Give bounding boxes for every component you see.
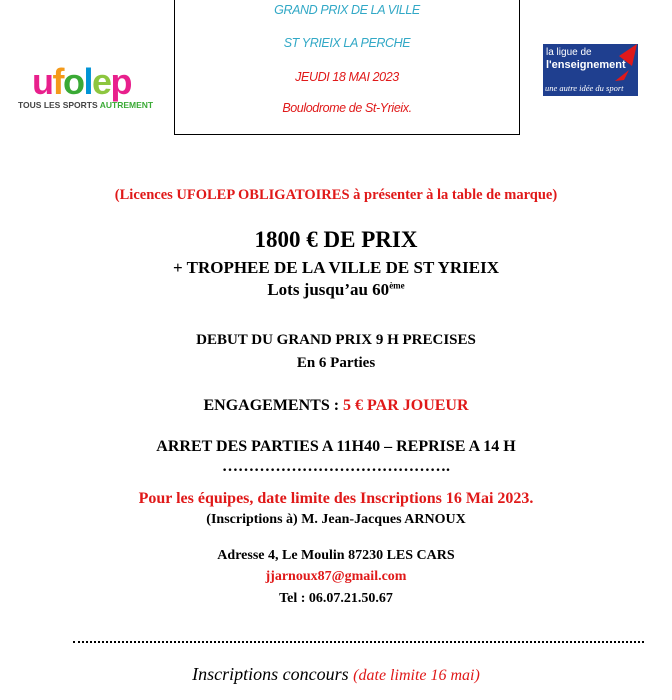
start-time-line: DEBUT DU GRAND PRIX 9 H PRECISES	[196, 332, 476, 348]
parts-line: En 6 Parties	[296, 355, 376, 371]
ligue-logo-line2: l'enseignement	[546, 59, 626, 71]
ufolep-letter: p	[110, 61, 132, 102]
engagement-line	[0, 397, 672, 415]
ufolep-letter: e	[92, 61, 111, 102]
ufolep-letter: o	[63, 61, 84, 102]
red-arrow-icon	[613, 66, 633, 84]
title-line-venue: Boulodrome de St-Yrieix.	[282, 101, 412, 115]
ufolep-letter: u	[32, 61, 53, 102]
ufolep-letter: f	[52, 61, 63, 102]
dotted-separator: …………………………………….	[222, 458, 450, 475]
pause-line: ARRET DES PARTIES A 11H40 – REPRISE A 14 H	[156, 438, 516, 455]
ufolep-tagline-part: AUTREMENT	[99, 100, 154, 110]
address-line: Adresse 4, Le Moulin 87230 LES CARS	[217, 548, 455, 563]
ligue-logo-tagline: une autre idée du sport	[545, 83, 624, 93]
inscriptions-contact-line: (Inscriptions à) M. Jean-Jacques ARNOUX	[206, 512, 466, 527]
title-line-city: ST YRIEIX LA PERCHE	[283, 36, 411, 50]
teams-deadline-line: Pour les équipes, date limite des Inscriptions 16 Mai 2023.	[138, 490, 534, 507]
ligue-enseignement-logo	[543, 44, 638, 96]
ufolep-tagline-part: TOUS LES SPORTS	[18, 100, 100, 110]
trophy-line: + TROPHEE DE LA VILLE DE ST YRIEIX	[172, 258, 500, 277]
concours-line	[0, 664, 672, 685]
prize-heading: 1800 € DE PRIX	[254, 227, 418, 252]
email-link[interactable]: jjarnoux87@gmail.com	[265, 569, 407, 584]
ufolep-wordmark	[32, 61, 132, 102]
concours-deadline: (date limite 16 mai)	[353, 667, 480, 684]
engagement-value: 5 € PAR JOUEUR	[343, 397, 469, 414]
event-title-box	[174, 0, 520, 135]
ufolep-logo	[14, 61, 159, 114]
engagement-label: ENGAGEMENTS :	[203, 397, 344, 414]
title-line-date: JEUDI 18 MAI 2023	[295, 70, 399, 84]
lots-text: Lots jusqu’au 60	[267, 280, 390, 299]
phone-line: Tel : 06.07.21.50.67	[279, 591, 393, 606]
concours-label: Inscriptions concours	[192, 664, 354, 684]
ufolep-letter: l	[83, 61, 93, 102]
dotted-divider	[73, 641, 644, 643]
licences-notice: (Licences UFOLEP OBLIGATOIRES à présenter à la table de marque)	[114, 187, 558, 203]
lots-line	[0, 280, 672, 300]
ligue-logo-line1: la ligue de	[546, 47, 592, 58]
ufolep-tagline	[18, 100, 153, 110]
title-line-grand-prix: GRAND PRIX DE LA VILLE	[274, 3, 420, 17]
lots-superscript: ème	[389, 280, 405, 291]
